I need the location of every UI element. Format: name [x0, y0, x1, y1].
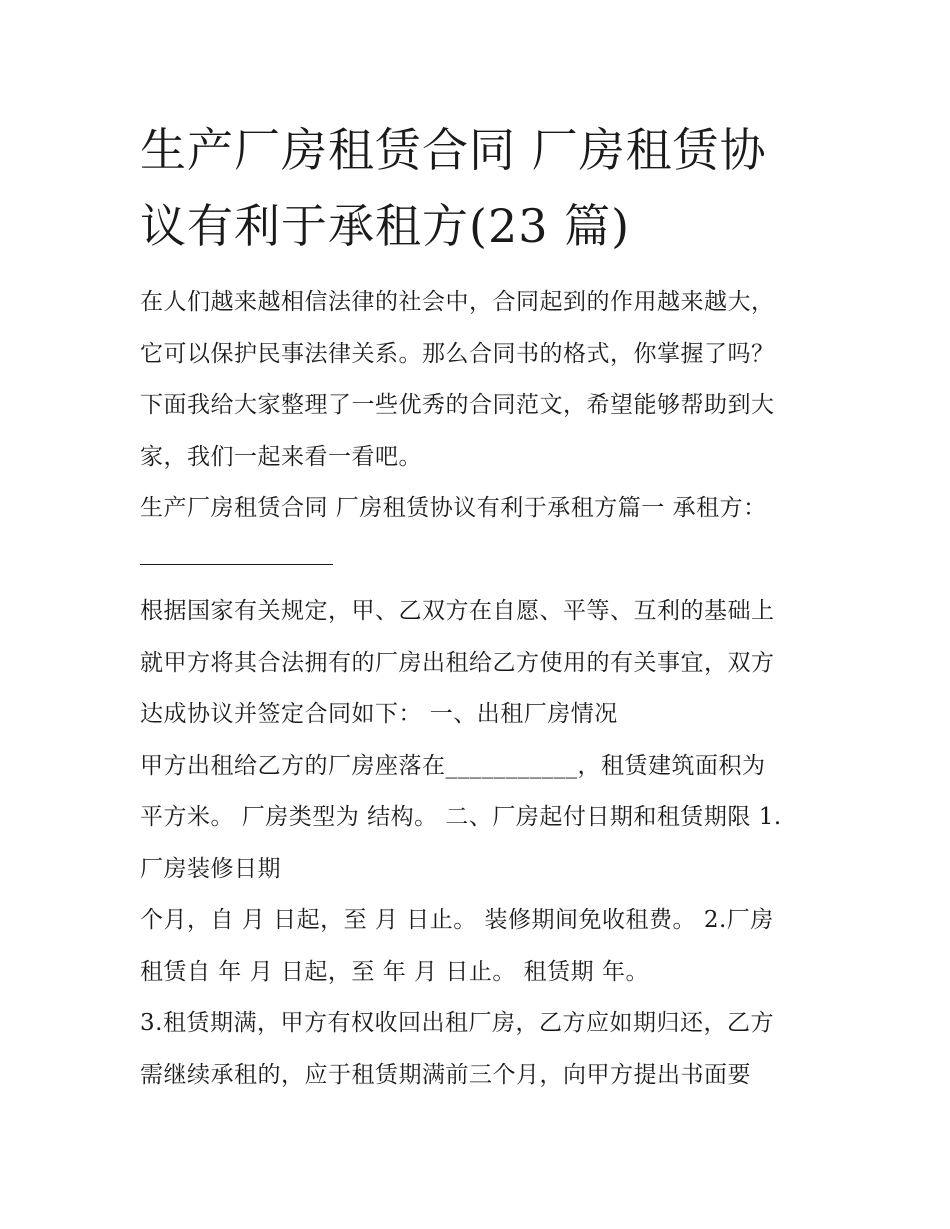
paragraph-line: 在人们越来越相信法律的社会中，合同起到的作用越来越大， [140, 289, 775, 315]
paragraph-line: 甲方出租给乙方的厂房座落在___________，租赁建筑面积为 [140, 752, 766, 779]
paragraph-line: 下面我给大家整理了一些优秀的合同范文，希望能够帮助到大 [140, 392, 775, 418]
paragraph-line: 它可以保护民事法律关系。那么合同书的格式，你掌握了吗？ [140, 340, 775, 367]
section-heading-line: 生产厂房租赁合同 厂房租赁协议有利于承租方篇一 承租方： [140, 495, 767, 521]
title-line: 议有利于承租方(23 篇) [140, 199, 631, 253]
paragraph-line: 3.租赁期满，甲方有权收回出租厂房，乙方应如期归还，乙方 [140, 1010, 774, 1036]
paragraph-line: 租赁自 年 月 日起，至 年 月 日止。 租赁期 年。 [140, 958, 649, 985]
paragraph-line: 达成协议并签定合同如下： 一、出租厂房情况 [140, 701, 618, 727]
document-title [140, 112, 820, 264]
paragraph-line: 个月，自 月 日起，至 月 日止。 装修期间免收租费。 2.厂房 [140, 907, 774, 933]
paragraph-line: 家，我们一起来看一看吧。 [140, 443, 422, 470]
paragraph-line: 就甲方将其合法拥有的厂房出租给乙方使用的有关事宜，双方 [140, 649, 775, 676]
paragraph-line: 平方米。 厂房类型为 结构。 二、厂房起付日期和租赁期限 1. [140, 804, 782, 830]
title-line: 生产厂房租赁合同 厂房租赁协 [140, 123, 767, 177]
blank-underline [140, 535, 820, 587]
paragraph-line: 厂房装修日期 [140, 855, 281, 882]
paragraph-line: 需继续承租的，应于租赁期满前三个月，向甲方提出书面要 [140, 1061, 751, 1088]
document-body [140, 277, 820, 1101]
paragraph-line: 根据国家有关规定，甲、乙双方在自愿、平等、互利的基础上 [140, 598, 775, 624]
